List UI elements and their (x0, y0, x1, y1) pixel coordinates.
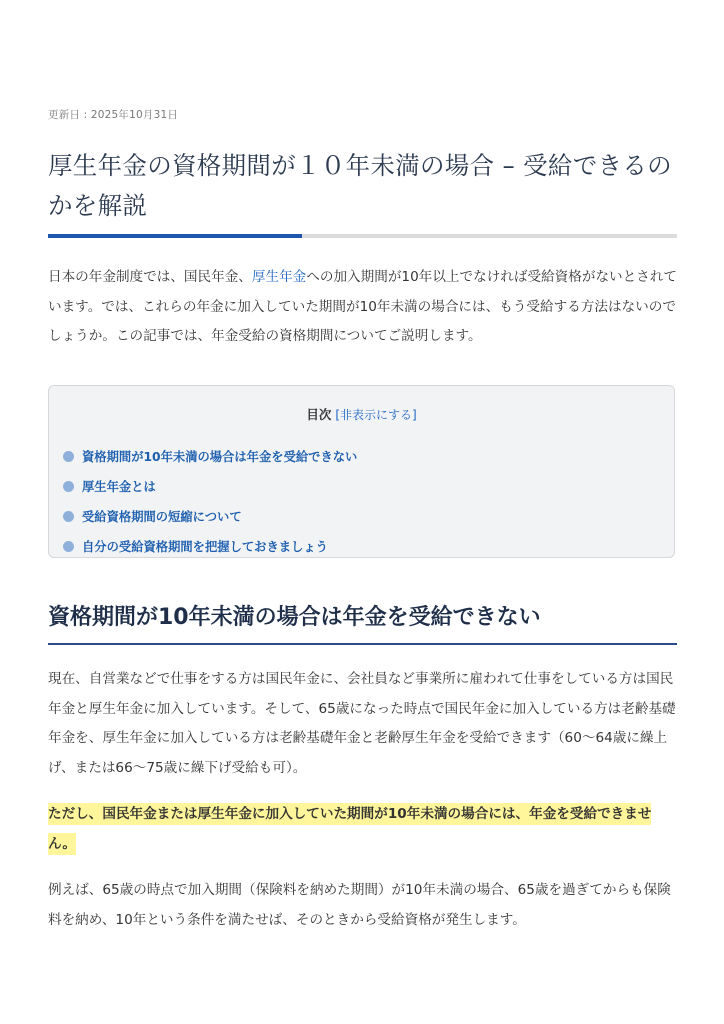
article-title: 厚生年金の資格期間が１０年未満の場合 – 受給できるのかを解説 (48, 151, 672, 220)
kousei-nenkin-link[interactable]: 厚生年金 (251, 269, 307, 285)
toc-item-label: 資格期間が10年未満の場合は年金を受給できない (82, 450, 358, 464)
toc-item-label: 受給資格期間の短縮について (82, 510, 242, 524)
highlighted-note (48, 800, 678, 859)
highlighted-note-text: ただし、国民年金または厚生年金に加入していた期間が10年未満の場合には、年金を受給できません。 (48, 803, 651, 855)
section-heading: 資格期間が10年未満の場合は年金を受給できない (48, 605, 541, 630)
updated-date: 更新日 : 2025年10月31日 (48, 109, 179, 121)
section-paragraph-1: 現在、自営業などで仕事をする方は国民年金に、会社員など事業所に雇われて仕事をしている方は国民年金と厚生年金に加入しています。そして、65歳になった時点で国民年金に加入している方は老齢基礎年金を、厚生年金に加入している方は老齢基礎年金と老齢厚生年金を受給できます（60〜64歳に繰上げ、または66〜75歳に繰下げ受給も可）。 (48, 671, 676, 776)
table-of-contents (48, 385, 675, 558)
toc-item-label: 厚生年金とは (82, 480, 156, 494)
toc-item-label: 自分の受給資格期間を把握しておきましょう (82, 540, 328, 554)
intro-text-before: 日本の年金制度では、国民年金、 (48, 269, 252, 285)
toc-item[interactable] (63, 531, 357, 561)
toc-list (63, 441, 357, 561)
bullet-icon (63, 451, 74, 462)
section-paragraph-2: 例えば、65歳の時点で加入期間（保険料を納めた期間）が10年未満の場合、65歳を過ぎてからも保険料を納め、10年という条件を満たせば、そのときから受給資格が発生します。 (48, 882, 671, 928)
bullet-icon (63, 481, 74, 492)
title-divider-accent (48, 234, 302, 238)
title-divider (48, 234, 677, 238)
section-heading-divider (48, 643, 677, 645)
toc-title: 目次 (306, 407, 332, 422)
intro-paragraph (48, 263, 678, 352)
bullet-icon (63, 511, 74, 522)
toc-item[interactable] (63, 471, 357, 501)
toc-item[interactable] (63, 501, 357, 531)
intro-text-after: への加入期間が10年以上でなければ受給資格がないとされています。では、これらの年金に加入していた期間が10年未満の場合には、もう受給する方法はないのでしょうか。この記事では、年金受給の資格期間についてご説明します。 (48, 269, 678, 344)
toc-toggle-button[interactable]: [非表示にする] (335, 408, 417, 422)
bullet-icon (63, 541, 74, 552)
toc-item[interactable] (63, 441, 357, 471)
toc-header (49, 405, 674, 423)
